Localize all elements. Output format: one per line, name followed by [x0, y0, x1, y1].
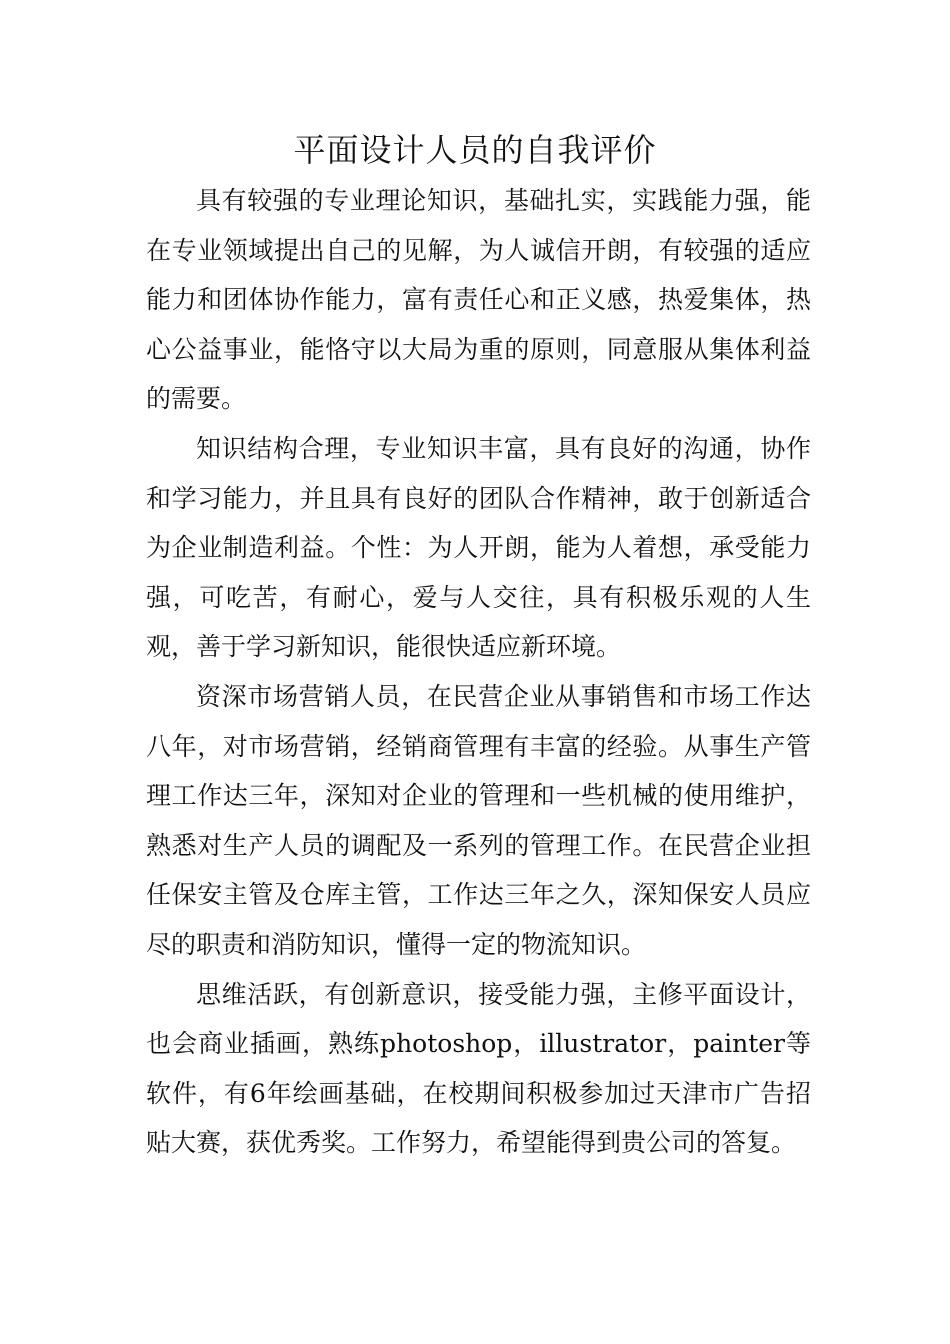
paragraph-1: 具有较强的专业理论知识，基础扎实，实践能力强，能在专业领域提出自己的见解，为人诚信开朗，有较强的适应能力和团体协作能力，富有责任心和正义感，热爱集体，热心公益事业，能恪守以大局为重的原则，同意服从集体利益的需要。 — [146, 186, 811, 414]
document-title: 平面设计人员的自我评价 — [293, 131, 657, 169]
document-body — [146, 176, 811, 1168]
paragraph-2: 知识结构合理，专业知识丰富，具有良好的沟通，协作和学习能力，并且具有良好的团队合作精神，敢于创新适合为企业制造利益。个性：为人开朗，能为人着想，承受能力强，可吃苦，有耐心，爱与人交往，具有积极乐观的人生观，善于学习新知识，能很快适应新环境。 — [146, 433, 811, 662]
paragraph-3: 资深市场营销人员，在民营企业从事销售和市场工作达八年，对市场营销，经销商管理有丰富的经验。从事生产管理工作达三年，深知对企业的管理和一些机械的使用维护，熟悉对生产人员的调配及一系列的管理工作。在民营企业担任保安主管及仓库主管，工作达三年之久，深知保安人员应尽的职责和消防知识，懂得一定的物流知识。 — [146, 681, 811, 959]
paragraph-4: 思维活跃，有创新意识，接受能力强，主修平面设计，也会商业插画，熟练photoshop，illustrator，painter等软件，有6年绘画基础，在校期间积极参加过天津市广告招贴大赛，获优秀奖。工作努力，希望能得到贵公司的答复。 — [146, 979, 811, 1158]
